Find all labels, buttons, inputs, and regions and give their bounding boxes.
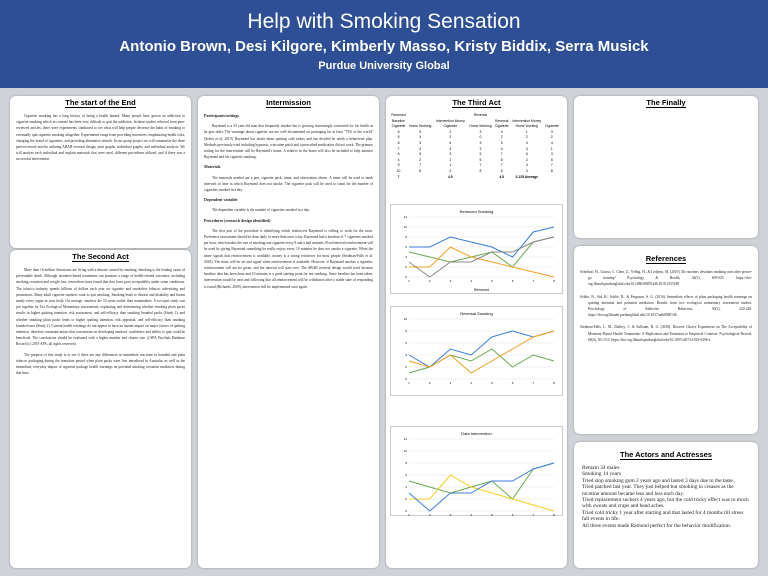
x-tick-label: 8 (553, 279, 555, 283)
table-cell: Reversal (495, 118, 509, 123)
second-paragraph-2: The purpose of this study is to see if there are any differences in immediate reactions to branded and plain tobacco packaging during the transition period when plain packs were first introduced in Australia, as well as the immediate, everyday impact of cigarette package health warnings on potential smoking cessation mediators during that time. (16, 352, 185, 376)
table-cell: 7 (500, 163, 503, 168)
x-tick-label: 5 (491, 279, 493, 283)
section-text: The materials needed are a pen, cigarette pack, timer, and observation sheets. A timer will be used to mark intervals of time in which Raymond does not smoke. The cigarette pack will be used to count for the number of cigarettes smoked in a day. (204, 175, 373, 193)
poster-affiliation: Purdue University Global (318, 60, 450, 72)
table-cell: 4.5 (447, 174, 453, 179)
y-tick-label: 2 (405, 265, 407, 269)
panel-start (10, 96, 191, 248)
references-list (574, 269, 758, 343)
table-cell: 5 (525, 152, 528, 157)
chart-intervention-svg (391, 427, 562, 527)
panel-finally (574, 96, 758, 238)
intermission-body (198, 113, 379, 290)
table-cell: Reversal (473, 113, 488, 117)
finally-title: The Finally (646, 98, 686, 107)
table-cell: 3 (479, 146, 482, 151)
y-tick-label: 4 (405, 353, 407, 357)
table-cell: 3 (479, 129, 482, 134)
table-cell: Home Working (469, 124, 492, 129)
table-cell: 7 (479, 163, 482, 168)
panel-intermission (198, 96, 379, 568)
table-cell: 3 (550, 129, 553, 134)
series-line (409, 331, 554, 373)
table-cell: Intervention Money (512, 118, 542, 123)
table-cell: 4 (500, 129, 503, 134)
references-title: References (645, 254, 687, 263)
table-cell: Removed (391, 113, 406, 117)
x-tick-label: 1 (408, 381, 410, 385)
table-cell: 0 (479, 135, 482, 140)
y-tick-label: 10 (403, 449, 407, 453)
y-tick-label: 8 (405, 235, 407, 239)
actor-line: All three events made Ramond perfect for the behavior modification. (582, 522, 732, 529)
table-cell: 9 (397, 163, 400, 168)
x-tick-label: 7 (532, 279, 535, 283)
table-cell: 2 (525, 135, 528, 140)
y-tick-label: 10 (403, 317, 407, 321)
table-cell: 5 (419, 129, 422, 134)
y-tick-label: 6 (405, 341, 407, 345)
table-cell: 8 (500, 168, 503, 173)
x-tick-label: 3 (449, 513, 452, 517)
table-cell: Home Working (409, 124, 432, 129)
table-cell: 3 (525, 146, 528, 151)
series-line (409, 475, 554, 511)
x-tick-label: 8 (553, 381, 555, 385)
actor-line: Smoking 14 years (582, 471, 621, 478)
table-cell: 8 (550, 168, 553, 173)
table-cell: 4 (525, 163, 528, 168)
table-cell: 4.5 (499, 174, 505, 179)
third-title: The Third Act (452, 98, 501, 107)
x-tick-label: 7 (532, 513, 535, 517)
chart-reversal (390, 306, 563, 396)
x-tick-label: 6 (511, 513, 514, 517)
y-tick-label: 4 (405, 255, 407, 259)
y-tick-label: 2 (405, 365, 407, 369)
x-tick-label: 5 (491, 381, 493, 385)
table-cell: 3.125 Average (515, 174, 539, 179)
section-heading: Procedures (research design identified) (204, 217, 271, 223)
actor-line: Tried stop smoking gum 2 years ago and lasted 3 days due to the taste. (582, 477, 735, 484)
y-tick-label: 0 (405, 377, 407, 381)
table-cell: 2 (449, 129, 452, 134)
table-cell: Baseline (392, 118, 406, 123)
x-tick-label: 4 (470, 279, 472, 283)
table-cell: 1 (449, 163, 452, 168)
start-body (10, 113, 191, 163)
start-title: The start of the End (65, 98, 136, 107)
x-tick-label: 2 (428, 513, 431, 517)
x-tick-label: 7 (532, 381, 535, 385)
panel-references (574, 246, 758, 434)
chart-reversal-svg (391, 307, 562, 395)
x-tick-label: 4 (470, 513, 472, 517)
table-cell: 0 (449, 168, 452, 173)
table-cell: Cigarette (443, 124, 458, 129)
section-heading: Dependent variable (204, 197, 238, 203)
y-tick-label: 6 (405, 473, 407, 477)
table-cell: 6 (449, 140, 452, 145)
y-tick-label: 12 (403, 215, 407, 219)
actor-line: Tried cold tricky 1 year after starting and that lasted for 4 months till stress fall events in life. (582, 509, 744, 523)
y-tick-label: 10 (403, 225, 407, 229)
x-tick-label: 3 (449, 381, 452, 385)
x-axis-label: Removed (474, 288, 489, 292)
table-summary-row (390, 175, 560, 181)
panel-second (10, 250, 191, 568)
table-cell: 3 (550, 152, 553, 157)
series-line (409, 247, 554, 277)
table-cell: 8 (479, 168, 482, 173)
actors-list (574, 465, 758, 529)
chart-title: Removed Smoking (459, 209, 494, 214)
reference-item: Schelinsi, H., Grasso, I., Chen, Z., Vellng, H., & Ledjeon, M. (2019). Do smokers devalues smoking cues after power-go training? Psychology & Health, 34(5), 609-625. https://doi-org.libauth.purdueglobal.edu/10.1080/08870446.2018.1555180 (580, 270, 752, 287)
start-paragraph: Cigarette smoking has a long history of being a health hazard. Many people have grown an addiction to cigarette smoking which in contrast has been very difficult to quit the addiction. In these studies selected from peer-reviewed articles, there were experiments conducted to see what will help people decrease the habit of smoking to eventually quit cigarette smoking altogether. Experiments range from providing incentives, emphasizing health risks, changing the brand of cigarettes, and providing alternative stimuli. In our group project we will summarize the three peer-reviewed articles utilizing ABAB reversal design, joint graphs, individual graphs, and individual analysis. We will analyze each individual and explain materials that were used, different procedures utilized, and if there was a successful intervention. (16, 114, 185, 162)
x-tick-label: 1 (408, 279, 410, 283)
second-body (10, 267, 191, 376)
x-tick-label: 5 (491, 513, 493, 517)
table-cell: 5 (500, 140, 503, 145)
table-cell: 8 (397, 140, 400, 145)
y-tick-label: 4 (405, 485, 407, 489)
x-tick-label: 6 (511, 381, 514, 385)
x-tick-label: 4 (470, 381, 472, 385)
poster-header (0, 0, 768, 88)
chart-title: Data Intervention (461, 431, 492, 436)
table-cell: 2 (500, 135, 503, 140)
table-cell: 7 (419, 163, 422, 168)
table-cell: 3 (419, 140, 422, 145)
table-cell (407, 175, 433, 181)
table-cell: 1 (550, 146, 553, 151)
table-cell: 3 (479, 140, 482, 145)
section-heading: Participants/settings (204, 113, 239, 118)
table-cell: 7 (397, 174, 400, 179)
table-cell: 2 (449, 135, 452, 140)
x-tick-label: 2 (428, 381, 431, 385)
table-cell: 10 (396, 168, 401, 173)
y-tick-label: 2 (405, 497, 407, 501)
actor-line: Tried replacement suckers 4 years ago, but the cold tricky effect was to much with sweats and craps and head aches. (582, 497, 749, 510)
series-line (409, 331, 554, 367)
x-tick-label: 8 (553, 513, 555, 517)
table-cell (467, 175, 493, 181)
x-tick-label: 3 (449, 279, 452, 283)
table-cell: 3 (449, 152, 452, 157)
y-tick-label: 6 (405, 245, 407, 249)
table-cell: Cigarette (494, 124, 509, 129)
y-tick-label: 8 (405, 461, 407, 465)
section-text: The dependent variable is the number of cigarettes smoked in a day. (212, 208, 310, 213)
table-cell: 4 (525, 140, 528, 145)
table-cell: 7 (550, 163, 553, 168)
table-cell: Home Working (515, 124, 538, 129)
actor-line: Remain 34 males (582, 465, 620, 471)
table-cell: 7 (500, 152, 503, 157)
table-cell: Cigarette (544, 124, 559, 129)
x-tick-label: 1 (408, 513, 410, 517)
data-table (390, 113, 560, 180)
table-cell: 8 (419, 168, 422, 173)
table-cell: 5 (550, 157, 553, 162)
table-cell: 4 (449, 146, 452, 151)
table-cell (544, 175, 560, 181)
table-cell: 5 (479, 157, 482, 162)
table-cell: 2 (550, 135, 553, 140)
y-tick-label: 0 (405, 275, 407, 279)
table-cell: 8 (500, 157, 503, 162)
panel-actors (574, 442, 758, 568)
panel-third (386, 96, 567, 568)
x-tick-label: 6 (511, 279, 514, 283)
table-cell: 6 (397, 152, 400, 157)
intermission-title: Intermission (266, 98, 311, 107)
reference-item: Schlie, N., Sid, H., Schlie, B., & Ferguson, S. G. (2016). Immediate effects of plain packaging health warnings on quitting intention and potential mediators: Results from two ecological momentary assessment studies. Psychology of Addictive Behaviors, 30(2), 220-228. https://doi.org/libauth.purdueglobal.edu/10.1037/adb0000146 (580, 294, 752, 318)
second-title: The Second Act (72, 252, 129, 261)
series-line (409, 349, 554, 373)
second-paragraph-1: More than 16 million Americans are living with a disease caused by smoking. Smoking is the leading cause of preventable death. Although incentive-based treatments can promote a range of health-related outcomes, including smoking cessation and weight loss, researchers have found that they have poor acceptability under some conditions. The tobacco industry spends billions of dollars each year on cigarette and smokeless tobacco advertising and promotions. Many adult cigarette smokers want to quit smoking. Smoking leads to disease and disability and harms nearly every organ in your body. On average, smokers die 10 years earlier than nonsmokers. A two-part study was put together by Tex Ecological Momentary assessments, explaining and determining whether smoking plain packs results in higher quitting intention, risk assessment, and self-efficacy than smoking branded packs (Study 1), and whether smoking plain packs leads to higher quitting intention, risk appraisal, and self-efficacy than smoking branded ones (Study 2). Current health warnings do not appear to have an instant impact on major factors of quitting intention, therefore communications that concentrate on developing smokers' confidence and ability to quit could be beneficial. The conclusions should be evaluated with a higher number and clearer size. ((APA PsycInfo Database Record (c) 2019 APA, all rights reserved). (16, 268, 185, 347)
table-cell: 5 (419, 152, 422, 157)
x-tick-label: 2 (428, 279, 431, 283)
series-line (409, 237, 554, 267)
actors-title: The Actors and Actresses (620, 450, 712, 459)
table-cell: 4 (500, 146, 503, 151)
table-cell: 5 (479, 152, 482, 157)
section-text: Raymond is a 34 year old man that frequently smokes but is growing increasingly concerned for his health as he gets older. The warnings about cigarette use are well documented on packaging for at least "75% of the world" (Selser et al, 2019). Raymond has doubt about quitting cold turkey and has decided he needs a behavioral plan. Methods previously tried including hypnosis, a nicotine patch and a prescribed medication did not work. The primary setting for the intervention will be Raymond's home. A relative in the home will also be included to help monitor Raymond and his cigarette smoking. (204, 124, 374, 160)
section-text: The first part of the procedure is identifying which reinforcers Raymond is willing to work for the most. Preference assessment should be done daily or more than once a day. Raymond had a baseline of 7 cigarettes smoked per hour, which makes the rate of smoking one cigarette every 8 and a half minutes. Fixed interval reinforcement will be used by giving Raymond something he really enjoys every 10 minutes he does not smoke a cigarette. When the timer signals that reinforcement is available, money is a strong reinforcer for most people (Stedman-Falls et al. 2018). The timer will be set and signal when reinforcement is available. However, if Raymond smokes a cigarette, reinforcement will not be given, and the interval will start over. The ABAB reversal design would work because baseline data has been done and 10 minutes is a good starting point for not smoking. Since baseline has been taken, intervention would be next and following that all reinforcement will be withdrawn after a stable state of responding is found (Richards, 2009), intervention will be implemented once again. (204, 228, 374, 289)
table-cell: 2 (449, 157, 452, 162)
table-cell: 4 (397, 157, 400, 162)
chart-removed (390, 204, 563, 294)
table-cell: Cigarette (391, 124, 406, 129)
table-cell: 3 (525, 168, 528, 173)
series-line (409, 463, 554, 499)
table-cell: 2 (419, 157, 422, 162)
y-tick-label: 0 (405, 509, 407, 513)
chart-intervention (390, 426, 563, 516)
table-cell: 4 (550, 140, 553, 145)
chart-removed-svg (391, 205, 562, 293)
y-tick-label: 8 (405, 329, 407, 333)
poster-authors: Antonio Brown, Desi Kilgore, Kimberly Masso, Kristy Biddix, Serra Musick (119, 38, 649, 55)
table-cell: 6 (397, 135, 400, 140)
chart-title: Reversal Smoking (460, 311, 493, 316)
table-cell: 1 (525, 129, 528, 134)
section-heading: Materials (204, 164, 221, 170)
table-cell: 4 (419, 146, 422, 151)
table-cell: 6 (397, 129, 400, 134)
actor-line: Tried patched last year. They just helped but smoking in creases as the nicotine amount became less and less each day. (582, 484, 734, 497)
table-header-row (390, 124, 560, 130)
y-tick-label: 12 (403, 437, 407, 441)
table-cell: 4 (419, 135, 422, 140)
table-cell: 7 (397, 146, 400, 151)
table-cell: 2 (525, 157, 528, 162)
reference-item: Stedman-Falls, L. M., Dallery, J., & Salloum, R. G. (2018). Discrete Choice Experiment on The Acceptability of Monetary-Based Health Treatments: A Replication and Extension to Empirical Contexts. Psychological Record, 68(4), 501-513. https://doi-org.libauth.purdueglobal.edu/10.1007/s40732-018-0296-z (580, 325, 752, 342)
table-cell: Intervention Money (435, 118, 465, 123)
poster-title: Help with Smoking Sensation (247, 10, 521, 33)
